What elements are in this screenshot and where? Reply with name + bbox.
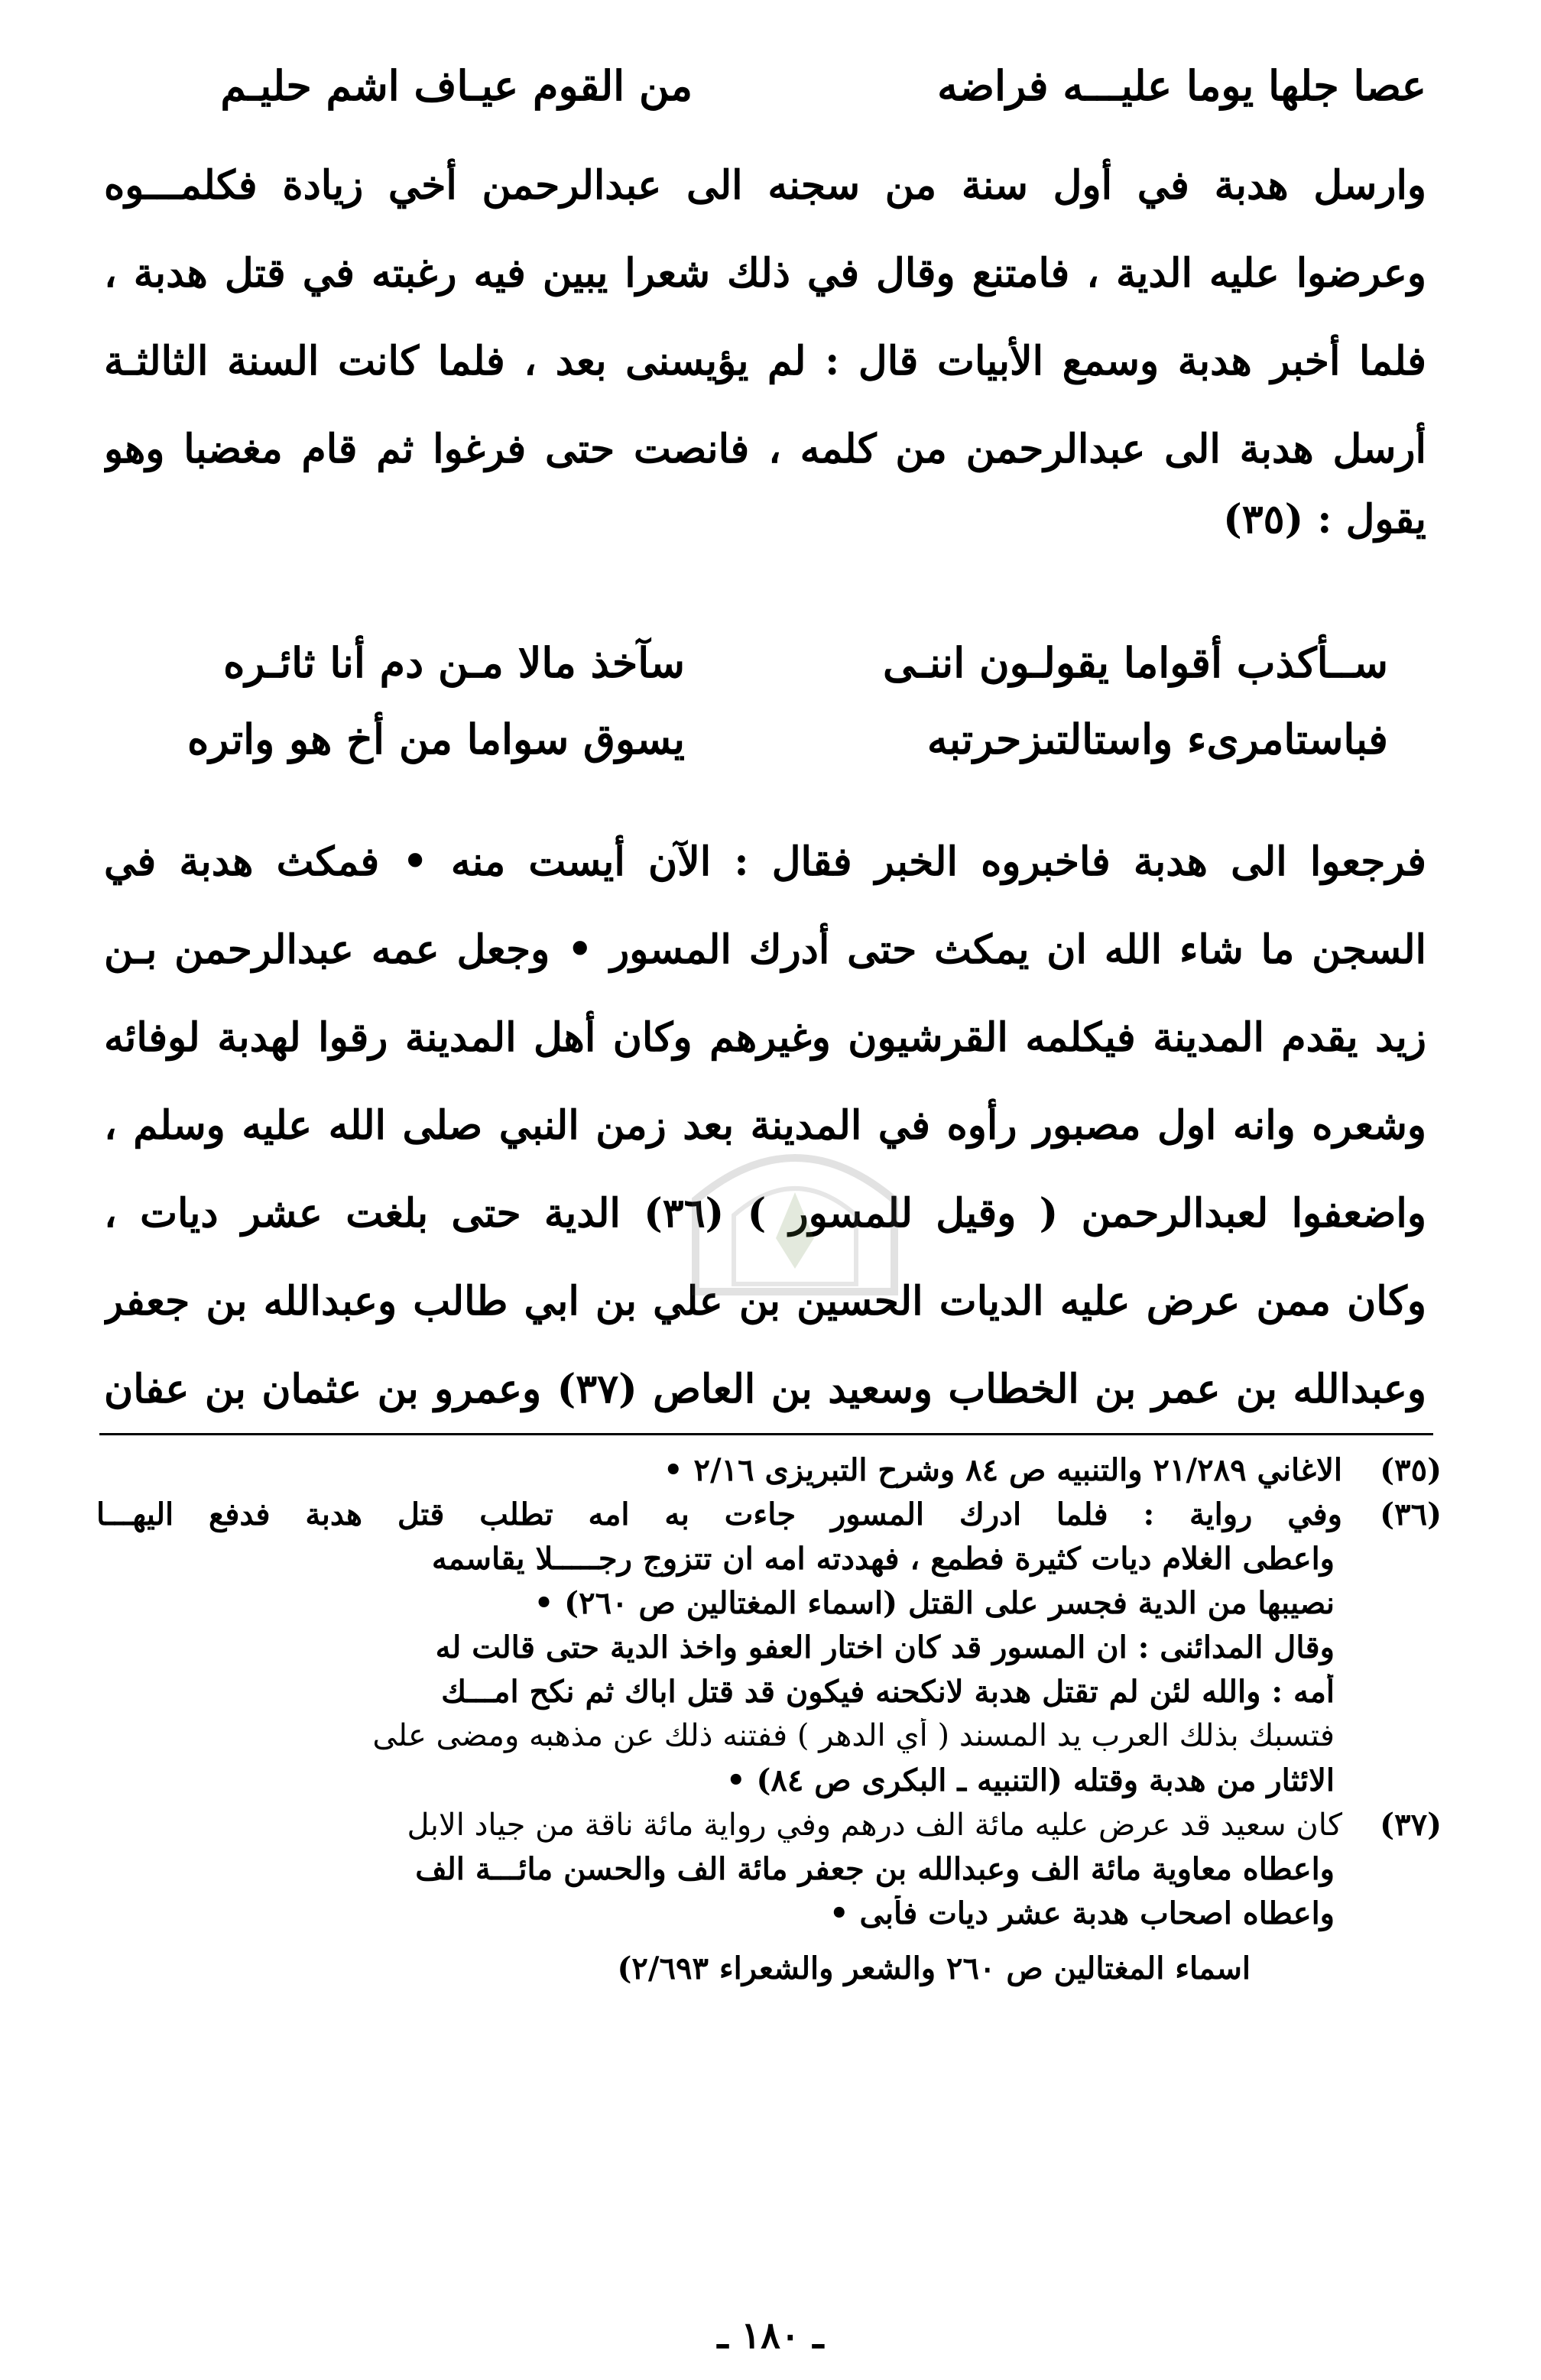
- paragraph-line: يقول : (٣٥): [1223, 496, 1426, 543]
- opening-verse-second-hemistich: من القوم عيـاف اشم حليـم: [220, 61, 693, 110]
- paragraph-1: [104, 141, 1426, 546]
- footnote-number: (٣٦): [1380, 1496, 1442, 1532]
- footnote-text: وفي رواية : فلما ادرك المسور جاءت به امه تطلب قتل هدبة فدفع اليهـــا: [96, 1496, 1342, 1532]
- footnote-37-line: واعطاه معاوية مائة الف وعبدالله بن جعفر مائة الف والحسن مائـــة الف: [415, 1851, 1335, 1887]
- paragraph-line: واضعفوا لعبدالرحمن ( وقيل للمسور ) (٣٦) الدية حتى بلغت عشر ديات ،: [104, 1190, 1426, 1237]
- footnote-number: (٣٧): [1380, 1807, 1442, 1843]
- footnote-text: الاغاني ٢١/٢٨٩ والتنبيه ص ٨٤ وشرح التبريزى ٢/١٦ •: [663, 1452, 1342, 1488]
- footnote-number: (٣٥): [1380, 1452, 1442, 1488]
- paragraph-line: السجن ما شاء الله ان يمكث حتى أدرك المسور • وجعل عمه عبدالرحمن بـن: [104, 926, 1426, 973]
- poem-line-2-first: فباستامرىء واستالتىزحرتبه: [926, 715, 1388, 764]
- footnote-37-source: اسماء المغتالين ص ٢٦٠ والشعر والشعراء ٢/٦٩٣): [617, 1950, 1251, 1986]
- footnote-37-line: واعطاه اصحاب هدبة عشر ديات فأبى •: [829, 1895, 1335, 1931]
- watermark-emblem-icon: [650, 1108, 940, 1307]
- footnote-36-line: نصيبها من الدية فجسر على القتل (اسماء المغتالين ص ٢٦٠) •: [534, 1585, 1335, 1621]
- footnote-separator: [99, 1433, 1433, 1435]
- paragraph-line: وعبدالله بن عمر بن الخطاب وسعيد بن العاص (٣٧) وعمرو بن عثمان بن عفان: [104, 1366, 1426, 1412]
- page-number: ـ ١٨٠ ـ: [717, 2314, 824, 2357]
- footnote-text: كان سعيد قد عرض عليه مائة الف درهم وفي رواية مائة ناقة من جياد الابل: [407, 1808, 1342, 1843]
- footnote-36-line: وقال المدائنى : ان المسور قد كان اختار العفو واخذ الدية حتى قالت له: [435, 1629, 1335, 1665]
- footnote-36-line: [96, 1496, 1442, 1541]
- paragraph-line: زيد يقدم المدينة فيكلمه القرشيون وغيرهم وكان أهل المدينة رقوا لهدبة لوفائه: [104, 1014, 1426, 1061]
- paragraph-line: وعرضوا عليه الدية ، فامتنع وقال في ذلك شعرا يبين فيه رغبته في قتل هدبة ،: [104, 250, 1426, 297]
- poem-line-1-second: سآخذ مالا مـن دم أنا ثائـره: [223, 638, 685, 687]
- footnote-36-line: فتسبك بذلك العرب يد المسند ( أي الدهر ) ففتنه ذلك عن مذهبه ومضى على: [372, 1718, 1335, 1753]
- paragraph-line: فلما أخبر هدبة وسمع الأبيات قال : لم يؤيسنى بعد ، فلما كانت السنة الثالثـة: [104, 338, 1426, 384]
- paragraph-line: وشعره وانه اول مصبور رأوه في المدينة بعد زمن النبي صلى الله عليه وسلم ،: [104, 1102, 1426, 1149]
- paragraph-line: وارسل هدبة في أول سنة من سجنه الى عبدالرحمن أخي زيادة فكلمـــوه: [104, 162, 1426, 209]
- footnotes: [96, 1452, 1442, 1995]
- footnote-36-line: أمه : والله لئن لم تقتل هدبة لانكحنه فيكون قد قتل اباك ثم نكح امـــك: [441, 1674, 1335, 1710]
- paragraph-line: وكان ممن عرض عليه الديات الحسين بن علي بن ابي طالب وعبدالله بن جعفر: [104, 1278, 1426, 1325]
- paragraph-line: فرجعوا الى هدبة فاخبروه الخبر فقال : الآن أيست منه • فمكث هدبة في: [104, 838, 1426, 885]
- poem-line-2-second: يسوق سواما من أخ هو واتره: [187, 715, 685, 764]
- poem-line-1-first: ســأكذب أقواما يقولـون اننـى: [883, 638, 1388, 687]
- paragraph-line: أرسل هدبة الى عبدالرحمن من كلمه ، فانصت حتى فرغوا ثم قام مغضبا وهو: [104, 426, 1426, 472]
- opening-verse-first-hemistich: عصا جلها يوما عليـــه فراضه: [937, 61, 1426, 110]
- footnote-36-line: واعطى الغلام ديات كثيرة فطمع ، فهددته امه ان تتزوج رجـــــلا يقاسمه: [431, 1541, 1335, 1577]
- footnote-37-line: [96, 1807, 1442, 1851]
- footnote-35: [96, 1452, 1442, 1496]
- footnote-36-line: الائثار من هدبة وقتله (التنبيه ـ البكرى ص ٨٤) •: [725, 1762, 1335, 1798]
